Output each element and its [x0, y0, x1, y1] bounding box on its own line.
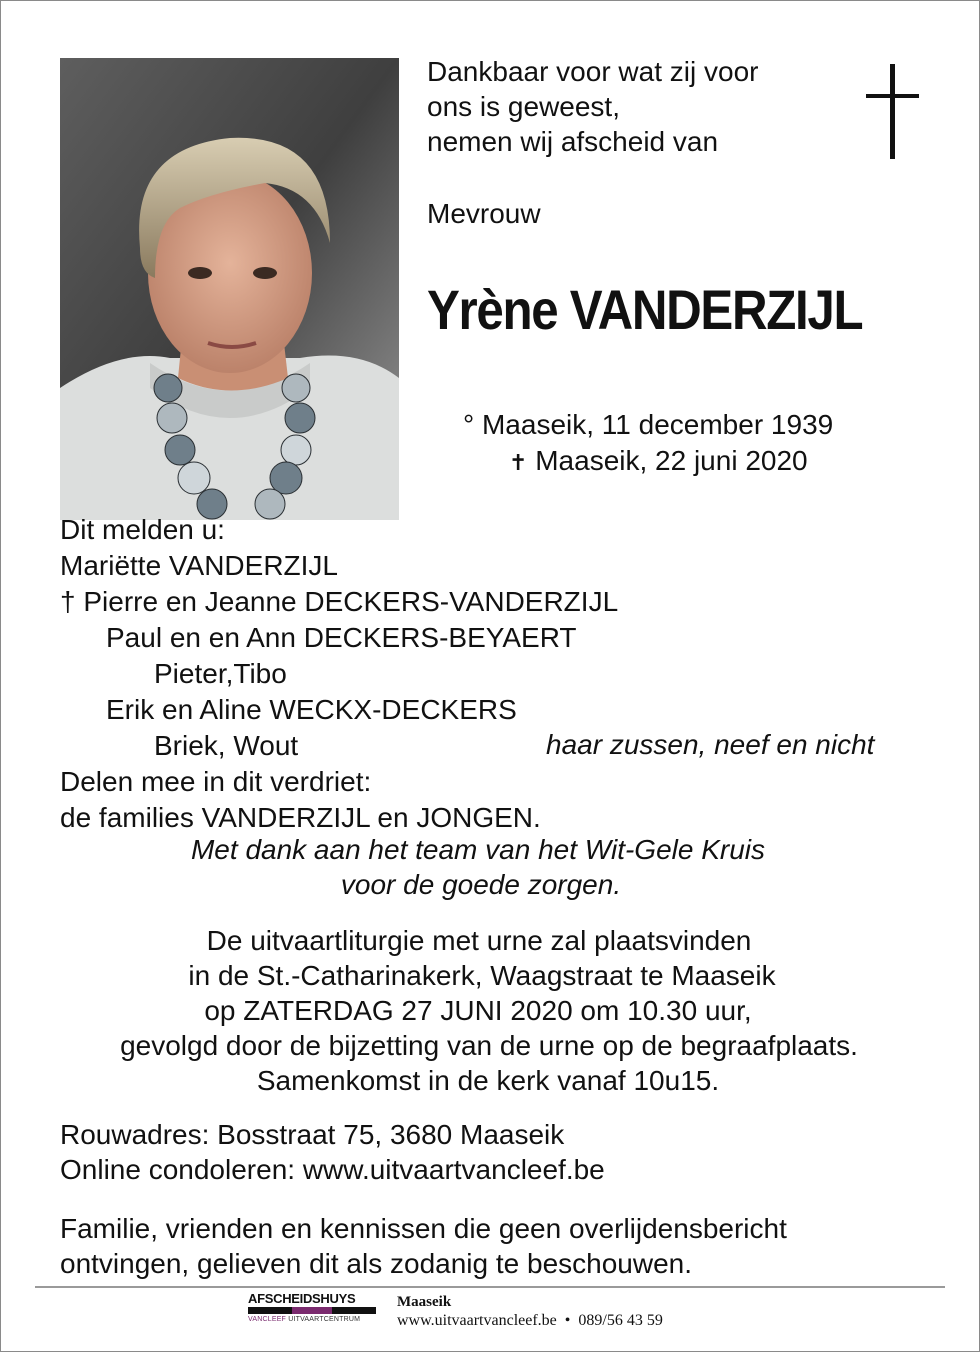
honorific-title: Mevrouw: [427, 198, 541, 229]
latin-cross-icon: [866, 64, 919, 159]
ceremony-line: in de St.-Catharinakerk, Waagstraat te Maaseik: [188, 960, 776, 991]
ceremony-line: Samenkomst in de kerk vanaf 10u15.: [256, 1065, 720, 1096]
family-heading: Dit melden u:: [60, 514, 225, 545]
funeral-home-logo: [248, 1292, 376, 1332]
intro-line: nemen wij afscheid van: [427, 126, 719, 157]
intro-line: ons is geweest,: [427, 91, 620, 122]
thanks-line: Met dank aan het team van het Wit-Gele Kruis: [190, 834, 766, 865]
share-heading: Delen mee in dit verdriet:: [60, 766, 372, 797]
death-cross-symbol: ✝: [509, 450, 528, 475]
footer-contact[interactable]: www.uitvaartvancleef.be • 089/56 43 59: [397, 1312, 663, 1329]
family-line: Paul en en Ann DECKERS-BEYAERT: [106, 622, 577, 653]
intro-line: Dankbaar voor wat zij voor: [427, 56, 759, 87]
ceremony-text: [0, 923, 980, 1098]
family-relation: haar zussen, neef en nicht: [546, 729, 875, 760]
notice-text: [60, 1211, 787, 1281]
logo-sub: UITVAARTCENTRUM: [288, 1316, 361, 1323]
notice-line: ontvingen, gelieven dit als zodanig te beschouwen.: [60, 1248, 692, 1279]
family-list: [60, 512, 618, 836]
logo-subtitle: [248, 1315, 376, 1324]
notice-line: Familie, vrienden en kennissen die geen overlijdensbericht: [60, 1213, 787, 1244]
share-line: de families VANDERZIJL en JONGEN.: [60, 802, 541, 833]
logo-brand: VANCLEEF: [248, 1316, 287, 1323]
logo-bars: [248, 1307, 376, 1314]
footer-town: Maaseik: [397, 1294, 452, 1310]
rouwadres: Rouwadres: Bosstraat 75, 3680 Maaseik: [60, 1119, 565, 1150]
thanks-line: voor de goede zorgen.: [340, 869, 622, 900]
deceased-name: Yrène VANDERZIJL: [427, 278, 863, 341]
ceremony-line: De uitvaartliturgie met urne zal plaatsvinden: [206, 925, 752, 956]
thanks-text: [0, 832, 980, 902]
online-condolence[interactable]: Online condoleren: www.uitvaartvancleef.be: [60, 1154, 605, 1185]
address-block: [60, 1117, 605, 1187]
portrait-illustration: [60, 58, 399, 520]
ceremony-line: gevolgd door de bijzetting van de urne op de begraafplaats.: [120, 1030, 858, 1061]
logo-title: AFSCHEIDSHUYS: [248, 1291, 356, 1306]
family-line: Erik en Aline WECKX-DECKERS: [106, 694, 517, 725]
intro-text: [427, 54, 758, 159]
ceremony-line: op ZATERDAG 27 JUNI 2020 om 10.30 uur,: [204, 995, 752, 1026]
family-line: † Pierre en Jeanne DECKERS-VANDERZIJL: [60, 586, 619, 617]
portrait-photo: [60, 58, 399, 520]
footer-divider: [35, 1286, 945, 1288]
family-line: Mariëtte VANDERZIJL: [60, 550, 338, 581]
death-line: [509, 443, 808, 480]
family-line: Briek, Wout: [154, 730, 299, 761]
birth-line: ° Maaseik, 11 december 1939: [463, 409, 834, 440]
family-line: Pieter,Tibo: [154, 658, 287, 689]
death-text: Maaseik, 22 juni 2020: [535, 445, 808, 476]
